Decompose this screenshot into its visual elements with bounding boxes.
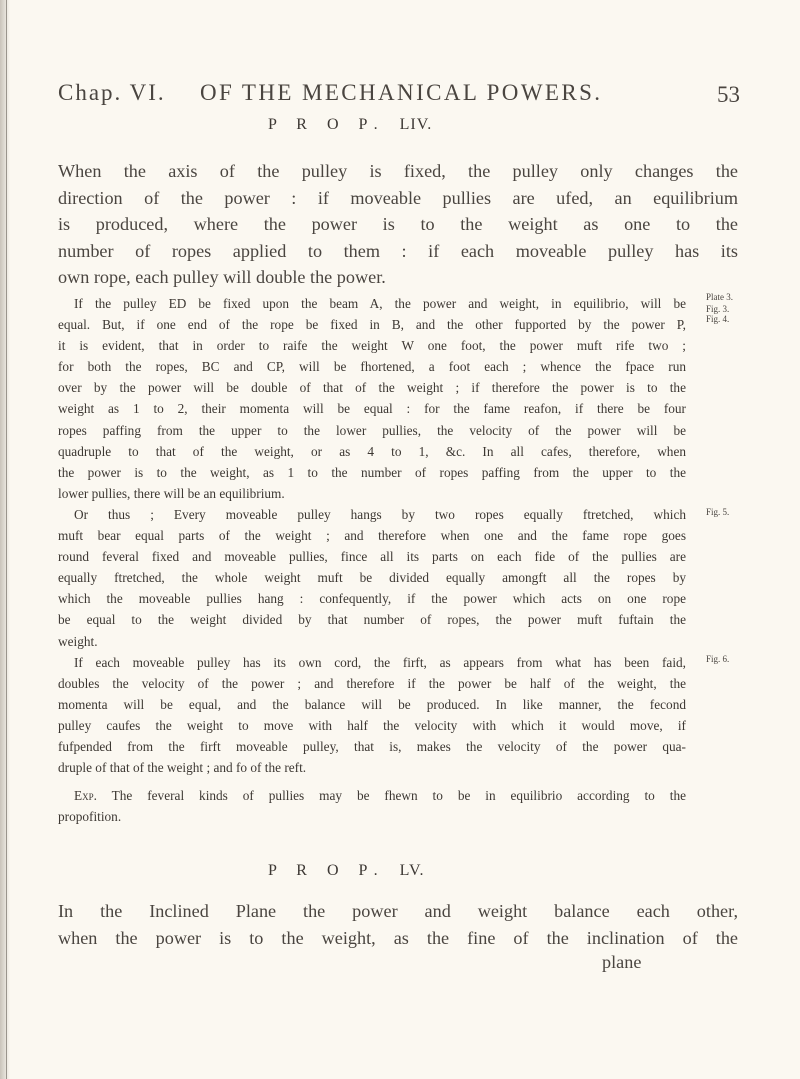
text-line: doubles the velocity of the power ; and therefore if the power be half of the weight, the bbox=[58, 676, 686, 692]
running-head bbox=[58, 80, 748, 120]
prop-55-heading bbox=[268, 862, 424, 880]
paragraph-1 bbox=[58, 293, 686, 504]
margin-note-fig-4: Fig. 4. bbox=[706, 314, 730, 324]
page-number: 53 bbox=[717, 82, 740, 107]
text-line: ropes paffing from the upper to the lower pullies, the velocity of the power will be bbox=[58, 422, 686, 438]
text-line: druple of that of the weight ; and fo of the reft. bbox=[58, 760, 307, 776]
chapter-label: Chap. VI. bbox=[58, 80, 166, 105]
text-line: lower pullies, there will be an equilibrium. bbox=[58, 485, 285, 501]
text-line: pulley caufes the weight to move with half the velocity with which it would move, if bbox=[58, 718, 686, 734]
text-line: over by the power will be double of that of the weight ; if therefore the power is to the bbox=[58, 380, 686, 396]
text-line bbox=[58, 785, 686, 806]
page-binding-shadow bbox=[0, 0, 10, 1079]
text-line: Or thus ; Every moveable pulley hangs by two ropes equally ftretched, which bbox=[74, 507, 686, 522]
experiment-label: Exp. bbox=[74, 788, 97, 803]
paragraph-2 bbox=[58, 504, 686, 652]
statement-line: number of ropes applied to them : if each moveable pulley has its bbox=[58, 240, 738, 261]
text-line: be equal to the weight divided by that number of ropes, the power muft fuftain the bbox=[58, 612, 686, 628]
text-line: fufpended from the firft moveable pulley, that is, makes the velocity of the power qua- bbox=[58, 739, 686, 755]
statement-line: is produced, where the power is to the weight as one to the bbox=[58, 214, 738, 234]
text-line: weight as 1 to 2, their momenta will be equal : for the fame reafon, if there be four bbox=[58, 401, 686, 417]
margin-note-fig-5: Fig. 5. bbox=[706, 507, 730, 517]
prop-54-number: LIV. bbox=[399, 116, 433, 133]
prop-55-number: LV. bbox=[399, 862, 425, 879]
statement-line: when the power is to the weight, as the fine of the inclination of the bbox=[58, 927, 738, 948]
statement-line: In the Inclined Plane the power and weight balance each other, bbox=[58, 901, 738, 921]
statement-line: own rope, each pulley will double the power. bbox=[58, 267, 386, 287]
text-line: equally ftretched, the whole weight muft be divided equally amongft all the ropes by bbox=[58, 570, 686, 586]
text-line: for both the ropes, BC and CP, will be fhortened, a foot each ; whence the fpace run bbox=[58, 359, 686, 375]
text-line: momenta will be equal, and the balance will be produced. In like manner, the fecond bbox=[58, 697, 686, 713]
text-line: which the moveable pullies hang : confequently, if the power which acts on one rope bbox=[58, 591, 686, 607]
statement-line: direction of the power : if moveable pullies are ufed, an equilibrium bbox=[58, 187, 738, 208]
catchword: plane bbox=[602, 952, 642, 972]
text-line: If each moveable pulley has its own cord, the firft, as appears from what has been faid, bbox=[74, 655, 686, 670]
margin-note-fig-3: Fig. 3. bbox=[706, 304, 730, 314]
prop-55-label: P R O P. bbox=[268, 862, 386, 879]
text-line: muft bear equal parts of the weight ; and therefore when one and the fame rope goes bbox=[58, 528, 686, 544]
page-binding-edge bbox=[6, 0, 7, 1079]
text-line: the power is to the weight, as 1 to the number of ropes paffing from the upper to the bbox=[58, 464, 686, 480]
text-line: equal. But, if one end of the rope be fixed in B, and the other fupported by the power P, bbox=[58, 317, 686, 333]
text-line: it is evident, that in order to raife the weight W one foot, the power muft rife two ; bbox=[58, 338, 686, 354]
experiment-text: The feveral kinds of pullies may be fhewn to be in equilibrio according to the bbox=[111, 788, 686, 803]
paragraph-3 bbox=[58, 652, 686, 779]
margin-note-fig-6: Fig. 6. bbox=[706, 654, 730, 664]
prop-55-statement bbox=[58, 898, 738, 951]
margin-note-plate-3: Plate 3. bbox=[706, 292, 733, 302]
statement-line: When the axis of the pulley is fixed, the pulley only changes the bbox=[58, 161, 738, 181]
text-line: round feveral fixed and moveable pullies, fince all its parts on each fide of the pullies are bbox=[58, 549, 686, 565]
text-line: propofition. bbox=[58, 809, 122, 825]
prop-54-statement bbox=[58, 158, 738, 291]
prop-54-heading bbox=[268, 116, 432, 134]
text-line: weight. bbox=[58, 633, 98, 649]
chapter-title: OF THE MECHANICAL POWERS. bbox=[200, 80, 603, 105]
text-line: If the pulley ED be fixed upon the beam A, the power and weight, in equilibrio, will be bbox=[74, 296, 686, 311]
text-line: quadruple to that of the weight, or as 4 to 1, &c. In all cafes, therefore, when bbox=[58, 443, 686, 459]
experiment-paragraph bbox=[58, 785, 686, 827]
prop-54-label: P R O P. bbox=[268, 116, 386, 133]
